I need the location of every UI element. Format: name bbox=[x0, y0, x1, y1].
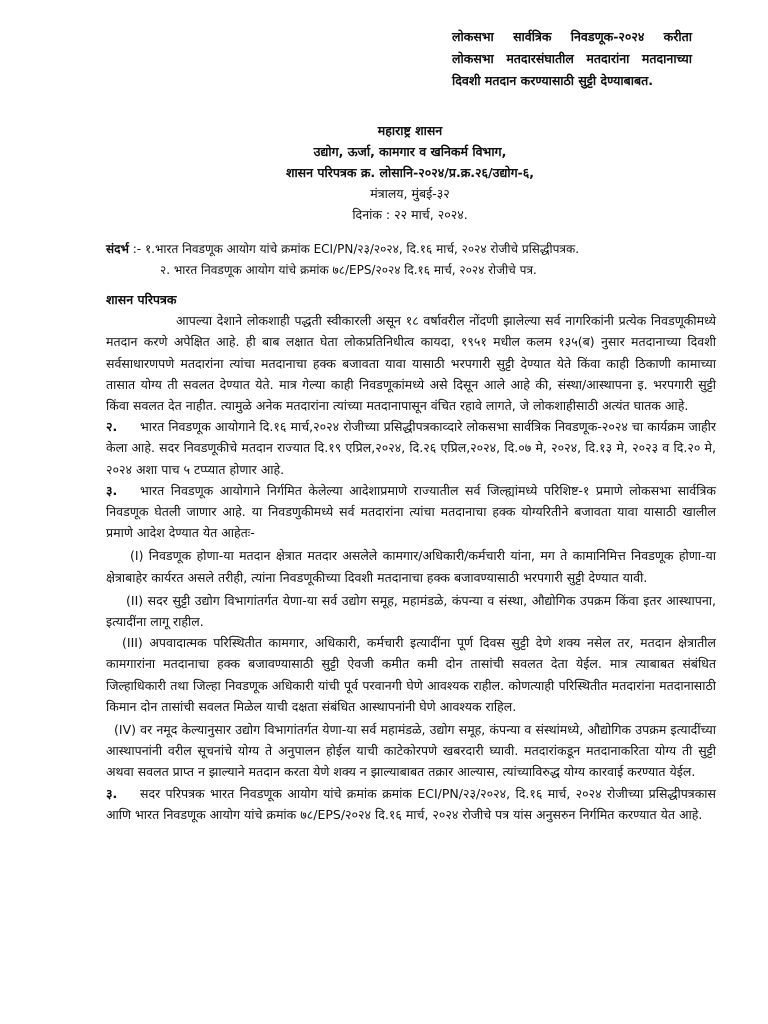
paragraph-2 bbox=[106, 416, 716, 480]
paragraph-2-text: भारत निवडणूक आयोगाने दि.१६ मार्च,२०२४ रोजीच्या प्रसिद्धीपत्रकाव्दारे लोकसभा सार्वत्रिक निवडणूक-२०२४ चा कार्यक्रम जाहीर केला आहे. सदर निवडणूकीचे मतदान राज्यात दि.१९ एप्रिल,२०२४, दि.२६ एप्रिल,२०२४, दि.०७ मे, २०२४, दि.१३ मे, २०२३ व दि.२० मे, २०२४ अशा पाच ५ टप्प्यात होणार आहे. bbox=[106, 419, 716, 477]
circular-body bbox=[106, 289, 716, 825]
paragraph-4 bbox=[106, 783, 716, 825]
paragraph-3-number: ३. bbox=[106, 482, 118, 498]
government-name: महाराष्ट्र शासन bbox=[377, 123, 443, 138]
paragraph-2-number: २. bbox=[106, 419, 118, 435]
references-block bbox=[106, 239, 746, 281]
subject-block: लोकसभा सार्वत्रिक निवडणूक-२०२४ करीता लोकसभा मतदारसंघातील मतदारांना मतदानाच्या दिवशी मतदान करण्यासाठी सुट्टी देण्याबाबत. bbox=[452, 29, 692, 88]
section-title: शासन परिपत्रक bbox=[106, 292, 177, 307]
paragraph-1: आपल्या देशाने लोकशाही पद्धती स्वीकारली असून १८ वर्षावरील नोंदणी झालेल्या सर्व नागरिकांनी प्रत्येक निवडणूकीमध्ये मतदान करणे अपेक्षित आहे. ही बाब लक्षात घेता लोकप्रतिनिधीत्व कायदा, १९५१ मधील कलम १३५(ब) नुसार मतदानाच्या दिवशी सर्वसाधारणपणे मतदारांना त्यांचा मतदानाचा हक्क बजावता यावा यासाठी भरपगारी सुट्टी देण्यात येते किंवा काही ठिकाणी कामाच्या तासात योग्य ती सवलत देण्यात येते. मात्र गेल्या काही निवडणूकांमध्ये असे दिसून आले आहे की, संस्था/आस्थापना इ. भरपगारी सुट्टी किंवा सवलत देत नाहीत. त्यामुळे अनेक मतदारांना त्यांच्या मतदानापासून वंचित रहावे लागते, जे लोकशाहीसाठी अत्यंत घातक आहे. bbox=[106, 313, 716, 414]
reference-item-1: :- १.भारत निवडणूक आयोग यांचे क्रमांक ECI/PN/२३/२०२४, दि.१६ मार्च, २०२४ रोजीचे प्रसिद्धीपत्रक. bbox=[132, 242, 580, 256]
references-label: संदर्भ bbox=[106, 242, 129, 256]
clause-3: (III) अपवादात्मक परिस्थितीत कामगार, अधिकारी, कर्मचारी इत्यादींना पूर्ण दिवस सुट्टी देणे शक्य नसेल तर, मतदान क्षेत्रातील कामगारांना मतदानाचा हक्क बजावण्यासाठी सुट्टी ऐवजी कमीत कमी दोन तासांची सवलत देता येईल. मात्र त्याबाबत संबंधित जिल्हाधिकारी तथा जिल्हा निवडणूक अधिकारी यांची पूर्व परवानगी घेणे आवश्यक राहील. कोणत्याही परिस्थितीत मतदारांना मतदानासाठी किमान दोन तासांची सवलत मिळेल याची दक्षता संबंधित आस्थापनांनी घेणे आवश्यक राहिल. bbox=[106, 635, 716, 714]
document-header bbox=[150, 120, 670, 225]
clause-1: (I) निवडणूक होणा-या मतदान क्षेत्रात मतदार असलेले कामगार/अधिकारी/कर्मचारी यांना, मग ते कामानिमित्त निवडणूक होणा-या क्षेत्राबाहेर कार्यरत असले तरीही, त्यांना निवडणूकीच्या दिवशी मतदानाचा हक्क बजावण्यासाठी भरपगारी सुट्टी देण्यात यावी. bbox=[106, 548, 716, 585]
circular-date: दिनांक : २२ मार्च, २०२४. bbox=[352, 207, 468, 222]
department-name: उद्योग, ऊर्जा, कामगार व खनिकर्म विभाग, bbox=[313, 144, 507, 159]
paragraph-3 bbox=[106, 480, 716, 544]
office-address: मंत्रालय, मुंबई-३२ bbox=[370, 186, 450, 201]
clause-4: (IV) वर नमूद केल्यानुसार उद्योग विभागांतर्गत येणा-या सर्व महामंडळे, उद्योग समूह, कंपन्या व संस्थांमध्ये, औद्योगिक उपक्रम इत्यादींच्या आस्थापनांनी वरील सूचनांचे योग्य ते अनुपालन होईल याची काटेकोरपणे खबरदारी घ्यावी. मतदारांकडून मतदानाकरिता योग्य ती सुट्टी अथवा सवलत प्राप्त न झाल्याने मतदान करता येणे शक्य न झाल्याबाबत तक्रार आल्यास, त्यांच्याविरुद्ध योग्य कारवाई करण्यात येईल. bbox=[106, 722, 716, 780]
reference-line-1 bbox=[106, 239, 746, 260]
circular-number: शासन परिपत्रक क्र. लोसानि-२०२४/प्र.क्र.२६/उद्योग-६, bbox=[285, 165, 535, 180]
paragraph-4-number: ३. bbox=[106, 785, 118, 801]
reference-item-2: २. भारत निवडणूक आयोग यांचे क्रमांक ७८/EPS/२०२४ दि.१६ मार्च, २०२४ रोजीचे पत्र. bbox=[160, 263, 537, 277]
paragraph-3-text: भारत निवडणूक आयोगाने निर्गमित केलेल्या आदेशाप्रमाणे राज्यातील सर्व जिल्ह्यांमध्ये परिशिष्ट-१ प्रमाणे लोकसभा सार्वत्रिक निवडणूक घेतली जाणार आहे. या निवडणुकीमध्ये सर्व मतदारांना त्यांचा मतदानाचा हक्क योग्यरितीने बजावता यावा यासाठी खालील प्रमाणे आदेश देण्यात येत आहेतः- bbox=[106, 482, 716, 541]
clause-2: (II) सदर सुट्टी उद्योग विभागांतर्गत येणा-या सर्व उद्योग समूह, महामंडळे, कंपन्या व संस्था, औद्योगिक उपक्रम किंवा इतर आस्थापना, इत्यादींना लागू राहील. bbox=[106, 592, 716, 630]
paragraph-4-text: सदर परिपत्रक भारत निवडणूक आयोग यांचे क्रमांक क्रमांक ECI/PN/२३/२०२४, दि.१६ मार्च, २०२४ रोजीच्या प्रसिद्धीपत्रकास आणि भारत निवडणूक आयोग यांचे क्रमांक ७८/EPS/२०२४ दि.१६ मार्च, २०२४ रोजीचे पत्र यांस अनुसरुन निर्गमित करण्यात येत आहे. bbox=[106, 785, 716, 822]
